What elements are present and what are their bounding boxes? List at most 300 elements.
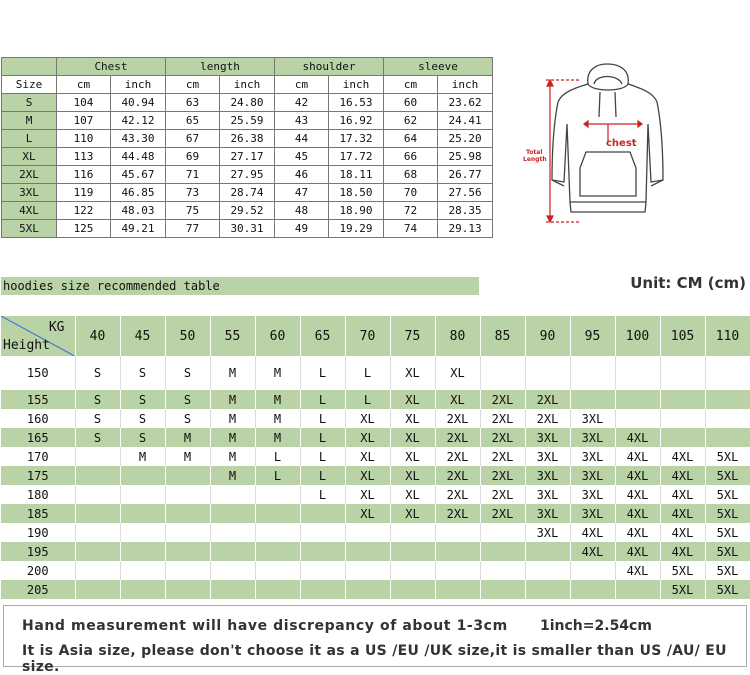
recommend-cell: 4XL bbox=[615, 428, 660, 447]
recommend-cell bbox=[570, 356, 615, 390]
recommend-cell: M bbox=[165, 447, 210, 466]
recommend-cell: 3XL bbox=[570, 504, 615, 523]
size-note-box bbox=[3, 605, 747, 675]
size-chart-cell: 64 bbox=[384, 130, 438, 148]
unit-header: inch bbox=[220, 76, 275, 94]
recommend-cell bbox=[480, 561, 525, 580]
recommend-cell bbox=[210, 523, 255, 542]
recommend-cell: L bbox=[345, 356, 390, 390]
size-chart-cell: 48 bbox=[275, 202, 329, 220]
recommend-cell: S bbox=[75, 356, 120, 390]
recommend-cell bbox=[660, 428, 705, 447]
size-chart-cell: 23.62 bbox=[438, 94, 493, 112]
recommend-cell bbox=[705, 428, 750, 447]
height-value: 180 bbox=[1, 485, 75, 504]
recommend-cell: 2XL bbox=[480, 485, 525, 504]
size-chart-cell: 122 bbox=[57, 202, 111, 220]
recommend-cell bbox=[255, 485, 300, 504]
recommend-row bbox=[1, 409, 750, 428]
size-chart-cell: 30.31 bbox=[220, 220, 275, 238]
size-chart-cell: 16.92 bbox=[329, 112, 384, 130]
size-column-header: Size bbox=[2, 76, 57, 94]
recommend-cell: 4XL bbox=[615, 466, 660, 485]
recommend-cell: 3XL bbox=[525, 428, 570, 447]
height-value: 190 bbox=[1, 523, 75, 542]
chest-label: chest bbox=[606, 138, 637, 149]
size-chart-cell: 42.12 bbox=[111, 112, 166, 130]
recommend-cell bbox=[660, 356, 705, 390]
recommend-table-header bbox=[1, 316, 750, 356]
recommend-cell bbox=[525, 542, 570, 561]
weight-header: 95 bbox=[570, 316, 615, 356]
recommend-cell bbox=[390, 542, 435, 561]
total-length-label: Total bbox=[526, 149, 543, 156]
size-chart-table bbox=[1, 57, 493, 238]
recommend-cell bbox=[705, 409, 750, 428]
total-length-label-2: Length bbox=[523, 156, 547, 163]
recommend-cell bbox=[435, 580, 480, 599]
size-chart-cell: 18.50 bbox=[329, 184, 384, 202]
weight-header: 75 bbox=[390, 316, 435, 356]
recommend-cell bbox=[390, 561, 435, 580]
size-chart-cell: 27.56 bbox=[438, 184, 493, 202]
recommend-cell: S bbox=[120, 428, 165, 447]
size-label: S bbox=[2, 94, 57, 112]
recommend-cell: L bbox=[300, 428, 345, 447]
size-recommend-table bbox=[1, 316, 750, 599]
size-label: 2XL bbox=[2, 166, 57, 184]
recommend-cell bbox=[210, 542, 255, 561]
recommend-cell bbox=[75, 542, 120, 561]
size-chart-cell: 67 bbox=[166, 130, 220, 148]
recommend-cell bbox=[615, 390, 660, 409]
weight-header: 80 bbox=[435, 316, 480, 356]
recommend-cell bbox=[75, 523, 120, 542]
size-label: M bbox=[2, 112, 57, 130]
recommend-row bbox=[1, 523, 750, 542]
recommend-cell: 4XL bbox=[660, 466, 705, 485]
size-chart-cell: 44.48 bbox=[111, 148, 166, 166]
size-label: XL bbox=[2, 148, 57, 166]
recommend-cell: 2XL bbox=[480, 466, 525, 485]
recommend-cell: 2XL bbox=[525, 390, 570, 409]
size-chart-cell: 29.52 bbox=[220, 202, 275, 220]
recommend-cell bbox=[705, 356, 750, 390]
recommend-cell: XL bbox=[345, 428, 390, 447]
height-value: 160 bbox=[1, 409, 75, 428]
recommend-cell: M bbox=[210, 390, 255, 409]
size-chart-cell: 28.74 bbox=[220, 184, 275, 202]
recommend-cell: 4XL bbox=[615, 485, 660, 504]
recommend-cell: 4XL bbox=[660, 523, 705, 542]
recommend-row bbox=[1, 561, 750, 580]
recommend-cell bbox=[255, 542, 300, 561]
recommend-table-title: hoodies size recommended table bbox=[1, 277, 479, 295]
size-chart-cell: 28.35 bbox=[438, 202, 493, 220]
height-value: 170 bbox=[1, 447, 75, 466]
recommend-cell: 2XL bbox=[480, 447, 525, 466]
size-chart-cell: 18.11 bbox=[329, 166, 384, 184]
recommend-cell: M bbox=[120, 447, 165, 466]
size-chart-cell: 17.72 bbox=[329, 148, 384, 166]
recommend-cell bbox=[75, 485, 120, 504]
recommend-cell bbox=[480, 523, 525, 542]
unit-header: cm bbox=[57, 76, 111, 94]
recommend-cell: 4XL bbox=[660, 447, 705, 466]
size-chart-row bbox=[2, 112, 493, 130]
recommend-cell: M bbox=[210, 356, 255, 390]
recommend-cell: 3XL bbox=[525, 504, 570, 523]
weight-header: 110 bbox=[705, 316, 750, 356]
size-chart-cell: 62 bbox=[384, 112, 438, 130]
recommend-cell: M bbox=[210, 447, 255, 466]
recommend-cell bbox=[255, 504, 300, 523]
recommend-cell: L bbox=[300, 485, 345, 504]
size-chart-row bbox=[2, 148, 493, 166]
size-chart-cell: 47 bbox=[275, 184, 329, 202]
size-chart-cell: 49 bbox=[275, 220, 329, 238]
size-chart-cell: 25.59 bbox=[220, 112, 275, 130]
recommend-cell: XL bbox=[435, 390, 480, 409]
size-chart-cell: 116 bbox=[57, 166, 111, 184]
recommend-cell bbox=[345, 523, 390, 542]
recommend-cell: XL bbox=[345, 466, 390, 485]
recommend-cell bbox=[165, 561, 210, 580]
recommend-cell: XL bbox=[390, 428, 435, 447]
size-chart-cell: 73 bbox=[166, 184, 220, 202]
recommend-cell bbox=[615, 356, 660, 390]
recommend-cell bbox=[435, 561, 480, 580]
recommend-cell: 4XL bbox=[615, 504, 660, 523]
recommend-cell bbox=[165, 580, 210, 599]
recommend-cell: S bbox=[165, 409, 210, 428]
recommend-cell: 2XL bbox=[480, 409, 525, 428]
size-chart-cell: 17.32 bbox=[329, 130, 384, 148]
asia-size-note: It is Asia size, please don't choose it as a US /EU /UK size,it is smaller than US /AU/ EU size. bbox=[22, 643, 727, 675]
weight-header: 100 bbox=[615, 316, 660, 356]
recommend-cell bbox=[75, 580, 120, 599]
weight-header: 105 bbox=[660, 316, 705, 356]
recommend-cell: L bbox=[345, 390, 390, 409]
recommend-cell: M bbox=[210, 428, 255, 447]
recommend-cell bbox=[165, 504, 210, 523]
recommend-cell bbox=[480, 356, 525, 390]
recommend-cell: S bbox=[75, 428, 120, 447]
recommend-cell bbox=[120, 485, 165, 504]
recommend-cell: 5XL bbox=[705, 466, 750, 485]
recommend-cell: L bbox=[300, 356, 345, 390]
size-label: L bbox=[2, 130, 57, 148]
size-chart-cell: 24.80 bbox=[220, 94, 275, 112]
unit-header: inch bbox=[438, 76, 493, 94]
recommend-cell bbox=[210, 504, 255, 523]
recommend-cell: M bbox=[210, 409, 255, 428]
recommend-row bbox=[1, 485, 750, 504]
weight-header: 45 bbox=[120, 316, 165, 356]
size-chart-cell: 40.94 bbox=[111, 94, 166, 112]
recommend-cell: S bbox=[75, 390, 120, 409]
recommend-cell bbox=[435, 523, 480, 542]
size-chart-cell: 46 bbox=[275, 166, 329, 184]
recommend-cell: L bbox=[300, 447, 345, 466]
recommend-cell bbox=[525, 580, 570, 599]
recommend-row bbox=[1, 428, 750, 447]
recommend-cell bbox=[390, 580, 435, 599]
size-chart-cell: 24.41 bbox=[438, 112, 493, 130]
recommend-cell bbox=[120, 504, 165, 523]
recommend-cell bbox=[165, 542, 210, 561]
recommend-cell bbox=[165, 485, 210, 504]
unit-header: inch bbox=[111, 76, 166, 94]
recommend-row bbox=[1, 466, 750, 485]
recommend-cell: 5XL bbox=[705, 485, 750, 504]
recommend-cell: XL bbox=[390, 504, 435, 523]
recommend-cell: 3XL bbox=[525, 466, 570, 485]
size-chart-cell: 70 bbox=[384, 184, 438, 202]
recommend-cell: XL bbox=[390, 390, 435, 409]
size-chart-row bbox=[2, 166, 493, 184]
recommend-cell bbox=[75, 466, 120, 485]
size-chart-cell: 66 bbox=[384, 148, 438, 166]
recommend-cell: 5XL bbox=[660, 580, 705, 599]
weight-header: 65 bbox=[300, 316, 345, 356]
weight-header: 60 bbox=[255, 316, 300, 356]
size-chart-cell: 75 bbox=[166, 202, 220, 220]
size-chart-cell: 74 bbox=[384, 220, 438, 238]
height-value: 175 bbox=[1, 466, 75, 485]
recommend-cell: 3XL bbox=[570, 447, 615, 466]
size-chart-cell: 18.90 bbox=[329, 202, 384, 220]
recommend-cell: 4XL bbox=[660, 485, 705, 504]
recommend-cell bbox=[210, 561, 255, 580]
recommend-cell bbox=[255, 523, 300, 542]
unit-header: cm bbox=[384, 76, 438, 94]
size-chart-cell: 45 bbox=[275, 148, 329, 166]
recommend-cell: XL bbox=[390, 409, 435, 428]
recommend-cell: 2XL bbox=[525, 409, 570, 428]
size-chart-cell: 60 bbox=[384, 94, 438, 112]
recommend-cell bbox=[75, 504, 120, 523]
size-chart-cell: 45.67 bbox=[111, 166, 166, 184]
size-chart-cell: 44 bbox=[275, 130, 329, 148]
inch-conversion-note: 1inch=2.54cm bbox=[540, 618, 652, 634]
recommend-cell bbox=[660, 409, 705, 428]
recommend-cell bbox=[660, 390, 705, 409]
size-chart-cell: 25.98 bbox=[438, 148, 493, 166]
recommend-cell bbox=[120, 580, 165, 599]
unit-label: Unit: CM (cm) bbox=[630, 274, 746, 292]
size-label: 5XL bbox=[2, 220, 57, 238]
recommend-cell: 5XL bbox=[705, 523, 750, 542]
height-value: 165 bbox=[1, 428, 75, 447]
recommend-cell bbox=[570, 580, 615, 599]
recommend-cell: 2XL bbox=[435, 428, 480, 447]
recommend-cell bbox=[345, 580, 390, 599]
recommend-cell bbox=[345, 542, 390, 561]
size-label: 3XL bbox=[2, 184, 57, 202]
size-chart-cell: 119 bbox=[57, 184, 111, 202]
group-header-shoulder: shoulder bbox=[275, 58, 384, 76]
recommend-cell: 5XL bbox=[705, 504, 750, 523]
recommend-cell: L bbox=[300, 390, 345, 409]
recommend-cell bbox=[615, 580, 660, 599]
size-chart-cell: 71 bbox=[166, 166, 220, 184]
size-chart-cell: 43.30 bbox=[111, 130, 166, 148]
recommend-cell: 2XL bbox=[435, 466, 480, 485]
size-chart-row bbox=[2, 202, 493, 220]
recommend-cell bbox=[210, 580, 255, 599]
recommend-cell: XL bbox=[345, 409, 390, 428]
recommend-cell: 3XL bbox=[570, 409, 615, 428]
height-value: 185 bbox=[1, 504, 75, 523]
unit-header: inch bbox=[329, 76, 384, 94]
recommend-cell: 2XL bbox=[435, 485, 480, 504]
size-chart-unit-header bbox=[2, 76, 493, 94]
recommend-cell: XL bbox=[345, 504, 390, 523]
recommend-cell bbox=[120, 542, 165, 561]
weight-header: 90 bbox=[525, 316, 570, 356]
recommend-cell: 5XL bbox=[705, 447, 750, 466]
recommend-cell: 2XL bbox=[480, 428, 525, 447]
size-chart-row bbox=[2, 220, 493, 238]
recommend-cell: L bbox=[300, 409, 345, 428]
recommend-cell bbox=[165, 523, 210, 542]
recommend-cell: 3XL bbox=[525, 447, 570, 466]
size-label: 4XL bbox=[2, 202, 57, 220]
recommend-cell: S bbox=[120, 356, 165, 390]
recommend-cell: M bbox=[255, 356, 300, 390]
size-chart-cell: 69 bbox=[166, 148, 220, 166]
recommend-cell bbox=[480, 542, 525, 561]
recommend-cell: S bbox=[165, 356, 210, 390]
recommend-row bbox=[1, 447, 750, 466]
kg-axis-label: KG bbox=[48, 320, 65, 335]
recommend-cell: 4XL bbox=[615, 542, 660, 561]
recommend-cell: 5XL bbox=[705, 542, 750, 561]
recommend-cell bbox=[300, 504, 345, 523]
size-chart-cell: 125 bbox=[57, 220, 111, 238]
recommend-cell: L bbox=[300, 466, 345, 485]
recommend-cell bbox=[210, 485, 255, 504]
size-chart-cell: 19.29 bbox=[329, 220, 384, 238]
recommend-cell bbox=[435, 542, 480, 561]
recommend-cell bbox=[120, 561, 165, 580]
recommend-cell: 4XL bbox=[615, 561, 660, 580]
recommend-cell: S bbox=[120, 409, 165, 428]
recommend-row bbox=[1, 504, 750, 523]
recommend-cell bbox=[165, 466, 210, 485]
size-chart-cell: 43 bbox=[275, 112, 329, 130]
weight-header: 40 bbox=[75, 316, 120, 356]
recommend-cell: XL bbox=[390, 466, 435, 485]
recommend-cell bbox=[525, 356, 570, 390]
size-chart-cell: 25.20 bbox=[438, 130, 493, 148]
recommend-cell: 4XL bbox=[570, 542, 615, 561]
recommend-cell: XL bbox=[390, 356, 435, 390]
size-chart-cell: 27.17 bbox=[220, 148, 275, 166]
recommend-cell: S bbox=[165, 390, 210, 409]
recommend-cell: M bbox=[255, 409, 300, 428]
size-chart-cell: 29.13 bbox=[438, 220, 493, 238]
recommend-cell: 4XL bbox=[570, 523, 615, 542]
unit-header: cm bbox=[166, 76, 220, 94]
recommend-row bbox=[1, 356, 750, 390]
recommend-cell: XL bbox=[345, 447, 390, 466]
recommend-cell: 2XL bbox=[435, 409, 480, 428]
recommend-cell: 2XL bbox=[480, 504, 525, 523]
size-chart-cell: 63 bbox=[166, 94, 220, 112]
recommend-cell: 5XL bbox=[660, 561, 705, 580]
height-value: 150 bbox=[1, 356, 75, 390]
size-chart-cell: 26.77 bbox=[438, 166, 493, 184]
size-chart-cell: 49.21 bbox=[111, 220, 166, 238]
measurement-note: Hand measurement will have discrepancy of about 1-3cm bbox=[22, 618, 508, 634]
recommend-cell bbox=[480, 580, 525, 599]
height-value: 205 bbox=[1, 580, 75, 599]
hoodie-illustration bbox=[520, 62, 695, 232]
recommend-cell bbox=[345, 561, 390, 580]
weight-header: 70 bbox=[345, 316, 390, 356]
group-header-chest: Chest bbox=[57, 58, 166, 76]
size-chart-cell: 110 bbox=[57, 130, 111, 148]
size-chart-cell: 27.95 bbox=[220, 166, 275, 184]
size-chart-cell: 68 bbox=[384, 166, 438, 184]
recommend-cell: L bbox=[255, 466, 300, 485]
recommend-cell: 3XL bbox=[570, 485, 615, 504]
recommend-cell: 3XL bbox=[525, 523, 570, 542]
recommend-cell: 4XL bbox=[615, 447, 660, 466]
recommend-row bbox=[1, 542, 750, 561]
size-chart-cell: 48.03 bbox=[111, 202, 166, 220]
height-value: 200 bbox=[1, 561, 75, 580]
weight-header: 50 bbox=[165, 316, 210, 356]
recommend-cell: 3XL bbox=[570, 428, 615, 447]
weight-header: 55 bbox=[210, 316, 255, 356]
recommend-cell: 2XL bbox=[435, 504, 480, 523]
recommend-cell: XL bbox=[435, 356, 480, 390]
recommend-cell: 4XL bbox=[660, 542, 705, 561]
recommend-cell bbox=[300, 580, 345, 599]
size-chart-cell: 104 bbox=[57, 94, 111, 112]
recommend-cell: 3XL bbox=[570, 466, 615, 485]
recommend-cell: 4XL bbox=[660, 504, 705, 523]
recommend-cell: 5XL bbox=[705, 561, 750, 580]
recommend-cell: XL bbox=[390, 447, 435, 466]
size-chart-cell: 42 bbox=[275, 94, 329, 112]
recommend-cell: 5XL bbox=[705, 580, 750, 599]
recommend-cell bbox=[75, 447, 120, 466]
size-chart-cell: 72 bbox=[384, 202, 438, 220]
recommend-cell bbox=[255, 561, 300, 580]
recommend-cell bbox=[300, 523, 345, 542]
size-chart-cell: 113 bbox=[57, 148, 111, 166]
size-chart-group-header bbox=[2, 58, 493, 76]
recommend-cell bbox=[525, 561, 570, 580]
recommend-table-corner bbox=[1, 316, 75, 356]
size-chart-row bbox=[2, 130, 493, 148]
recommend-cell bbox=[615, 409, 660, 428]
recommend-cell: L bbox=[255, 447, 300, 466]
recommend-row bbox=[1, 390, 750, 409]
recommend-cell bbox=[120, 466, 165, 485]
size-chart-cell: 65 bbox=[166, 112, 220, 130]
recommend-cell bbox=[300, 561, 345, 580]
recommend-cell bbox=[300, 542, 345, 561]
height-axis-label: Height bbox=[3, 338, 50, 353]
size-chart-cell: 26.38 bbox=[220, 130, 275, 148]
recommend-cell: 3XL bbox=[525, 485, 570, 504]
size-chart-corner bbox=[2, 58, 57, 76]
